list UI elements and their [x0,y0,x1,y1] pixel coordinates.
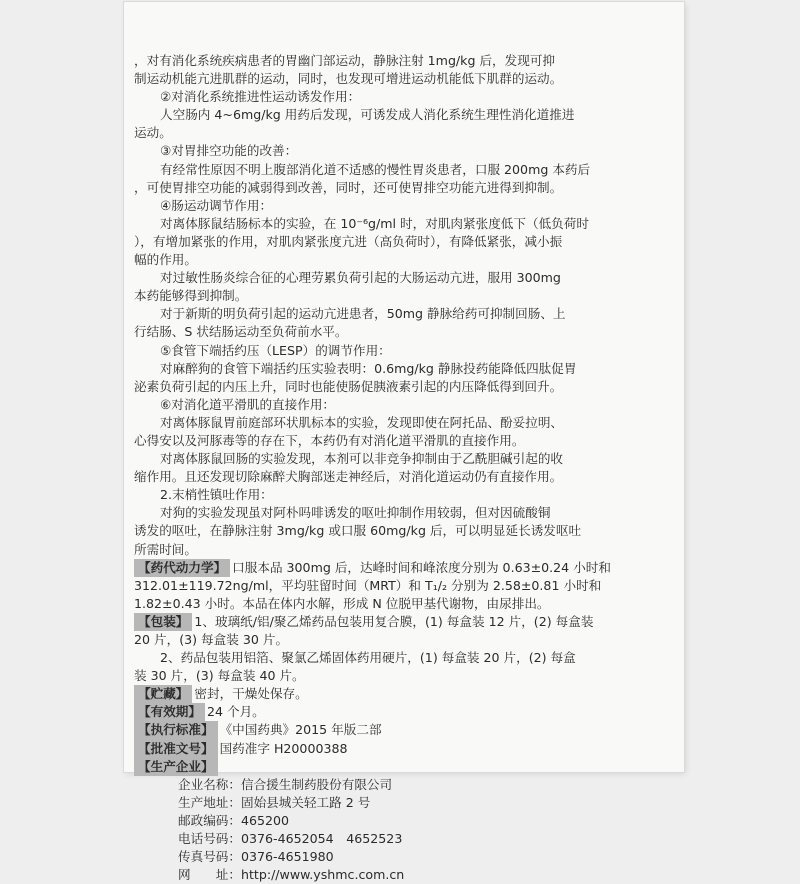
approval-value: 国药准字 H20000388 [219,740,348,756]
pk-label: 【药代动力学】 [134,559,230,577]
body-line: 行结肠、S 状结肠运动至负荷前水平。 [134,324,348,340]
pk-line: 312.01±119.72ng/ml，平均驻留时间（MRT）和 T₁/₂ 分别为 2.58±0.81 小时和 [134,577,602,593]
body-line: 有经常性原因不明上腹部消化道不适感的慢性胃炎患者，口服 200mg 本药后 [160,161,591,177]
validity-label: 【有效期】 [134,703,205,721]
package-line: 1、玻璃纸/铝/聚乙烯药品包装用复合膜，(1) 每盒装 12 片，(2) 每盒装 [194,613,594,629]
body-line: 对麻醉狗的食管下端括约压实验表明：0.6mg/kg 静脉投药能降低四肽促胃 [160,360,577,376]
storage-value: 密封，干燥处保存。 [194,686,308,702]
body-line: ③对胃排空功能的改善： [160,143,298,159]
body-line: 运动。 [134,125,172,141]
body-line: 心得安以及河豚毒等的存在下，本药仍有对消化道平滑肌的直接作用。 [134,432,525,448]
storage-label: 【贮藏】 [134,685,192,703]
package-line: 2、药品包装用铝箔、聚氯乙烯固体药用硬片，(1) 每盒装 20 片，(2) 每盒 [160,650,576,666]
manufacturer-line: 生产地址：固始县城关轻工路 2 号 [178,794,371,810]
validity-value: 24 个月。 [206,704,265,720]
pk-section [134,559,664,577]
body-line: ，可使胃排空功能的减弱得到改善，同时，还可使胃排空功能亢进得到抑制。 [134,179,563,195]
body-line: ②对消化系统推进性运动诱发作用： [160,89,361,105]
manufacturer-line: 传真号码：0376-4651980 [178,849,334,865]
pk-line: 口服本品 300mg 后，达峰时间和峰浓度分别为 0.63±0.24 小时和 [232,559,611,575]
body-line: ④肠运动调节作用： [160,197,273,213]
body-line: 对离体豚鼠胃前庭部环状肌标本的实验，发现即使在阿托品、酚妥拉明、 [160,414,563,430]
body-line: 对过敏性肠炎综合征的心理劳累负荷引起的大肠运动亢进，服用 300mg [160,270,561,286]
manufacturer-label: 【生产企业】 [134,758,218,776]
standard-row [134,721,664,739]
leaflet-content [134,52,664,884]
validity-row [134,703,664,721]
approval-label: 【批准文号】 [134,740,218,758]
body-line: 所需时间。 [134,541,197,557]
body-line: 2.末梢性镇吐作用： [160,487,273,503]
package-section [134,613,664,631]
package-label: 【包装】 [134,613,192,631]
package-line: 20 片，(3) 每盒装 30 片。 [134,632,289,647]
manufacturer-line: 邮政编码：465200 [178,812,290,828]
body-line: 对离体豚鼠结肠标本的实验，在 10⁻⁶g/ml 时，对肌肉紧张度低下（低负荷时 [160,215,589,231]
body-line: 诱发的呕吐，在静脉注射 3mg/kg 或口服 60mg/kg 后，可以明显延长诱发呕吐 [134,523,582,539]
approval-row [134,740,664,758]
standard-label: 【执行标准】 [134,721,218,739]
body-line: ⑤食管下端括约压（LESP）的调节作用： [160,342,391,358]
manufacturer-line: 网 址：http://www.yshmc.com.cn [178,867,405,883]
body-line: 对于新斯的明负荷引起的运动亢进患者，50mg 静脉给药可抑制回肠、上 [160,306,566,322]
body-line: 对离体豚鼠回肠的实验发现，本剂可以非竞争抑制由于乙酰胆碱引起的收 [160,451,563,467]
body-line: ，对有消化系统疾病患者的胃幽门部运动，静脉注射 1mg/kg 后，发现可抑 [134,53,556,68]
body-line: 人空肠内 4~6mg/kg 用药后发现，可诱发成人消化系统生理性消化道推进 [160,107,575,123]
body-line: ⑥对消化道平滑肌的直接作用： [160,396,336,412]
body-line: ），有增加紧张的作用，对肌肉紧张度亢进（高负荷时），有降低紧张，减小振 [134,233,563,249]
pk-line: 1.82±0.43 小时。本品在体内水解，形成 N 位脱甲基代谢物，由尿排出。 [134,595,550,611]
manufacturer-row [134,758,664,776]
manufacturer-line: 企业名称：信合援生制药股份有限公司 [178,776,393,792]
body-line: 泌素负荷引起的内压上升，同时也能使肠促胰液素引起的内压降低得到回升。 [134,378,563,394]
body-line: 对狗的实验发现虽对阿朴吗啡诱发的呕吐抑制作用较弱，但对因硫酸铜 [160,505,551,521]
leaflet-sheet [124,2,684,883]
body-line: 制运动机能亢进肌群的运动，同时，也发现可增进运动机能低下肌群的运动。 [134,71,563,87]
storage-row [134,685,664,703]
standard-value: 《中国药典》2015 年版二部 [219,722,382,738]
body-line: 幅的作用。 [134,252,197,268]
manufacturer-line: 电话号码：0376-4652054 4652523 [178,831,403,847]
body-line: 缩作用。且还发现切除麻醉犬胸部迷走神经后，对消化道运动仍有直接作用。 [134,469,563,485]
body-line: 本药能够得到抑制。 [134,288,248,304]
package-line: 装 30 片，(3) 每盒装 40 片。 [134,668,305,684]
